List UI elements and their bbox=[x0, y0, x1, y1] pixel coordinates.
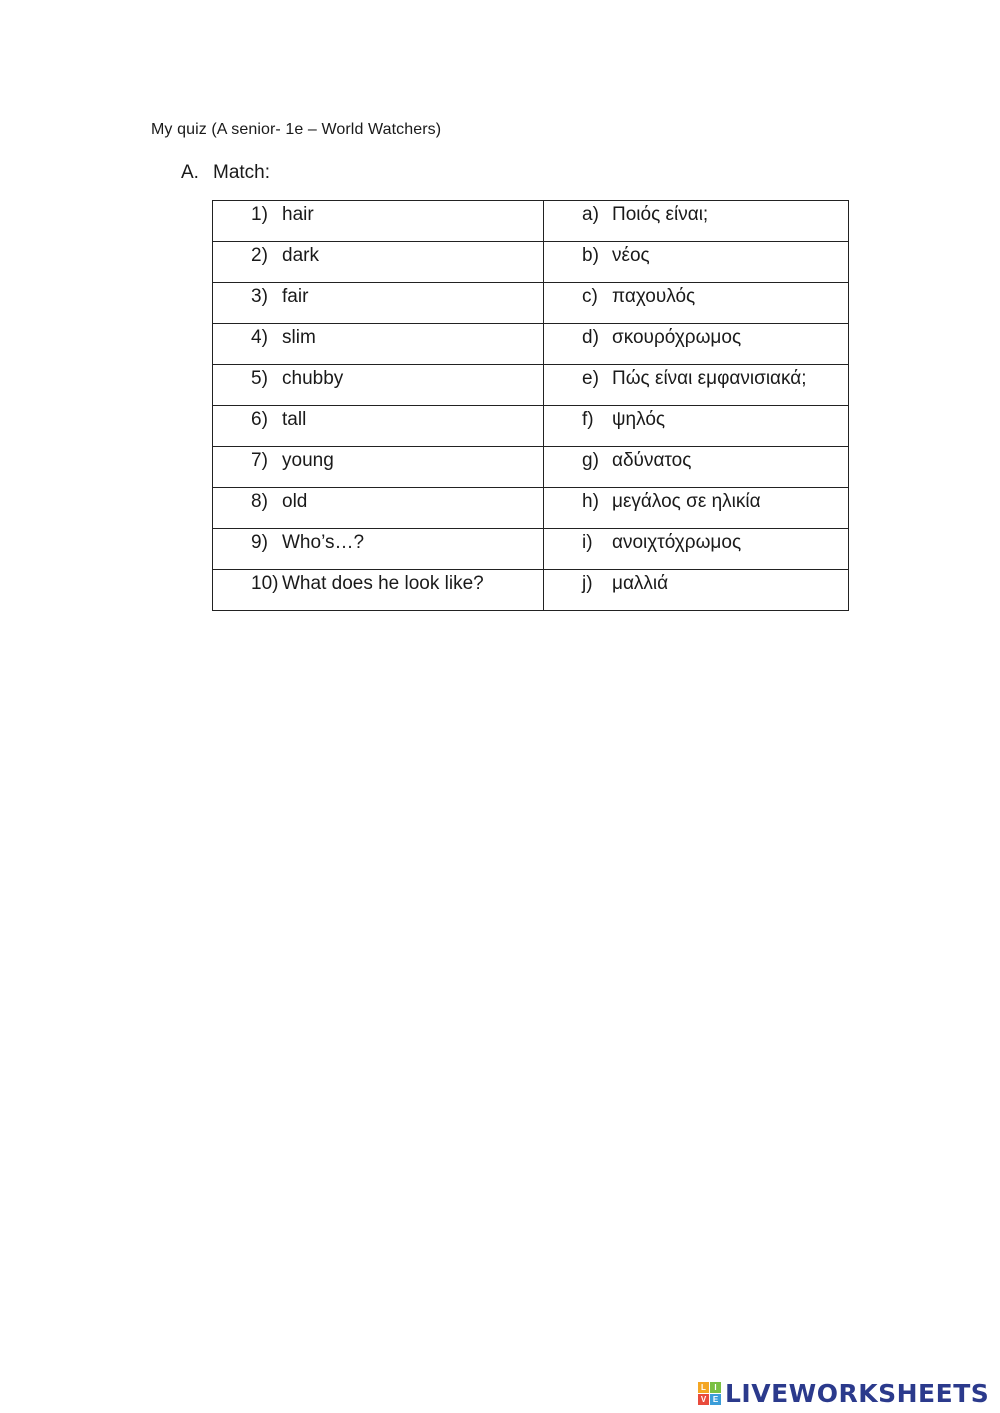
greek-term-cell bbox=[544, 324, 849, 365]
liveworksheets-wordmark: LIVEWORKSHEETS bbox=[725, 1378, 990, 1408]
greek-term: αδύνατος bbox=[612, 450, 692, 471]
section-heading bbox=[181, 162, 270, 184]
term-number: 7) bbox=[251, 450, 268, 471]
term-letter: f) bbox=[582, 409, 594, 430]
greek-term-cell bbox=[544, 201, 849, 242]
english-term: Who’s…? bbox=[282, 532, 365, 553]
term-number: 2) bbox=[251, 245, 268, 266]
greek-term-cell bbox=[544, 529, 849, 570]
term-letter: b) bbox=[582, 245, 599, 266]
term-number: 3) bbox=[251, 286, 268, 307]
term-letter: g) bbox=[582, 450, 599, 471]
english-term: tall bbox=[282, 409, 307, 430]
table-row bbox=[213, 242, 849, 283]
english-term-cell bbox=[213, 242, 544, 283]
greek-term: ψηλός bbox=[612, 409, 666, 430]
english-term: slim bbox=[282, 327, 316, 348]
english-term: old bbox=[282, 491, 308, 512]
greek-term: σκουρόχρωμος bbox=[612, 327, 742, 348]
table-row bbox=[213, 201, 849, 242]
greek-term: νέος bbox=[612, 245, 650, 266]
english-term-cell bbox=[213, 570, 544, 611]
logo-letter: E bbox=[710, 1394, 721, 1405]
term-number: 6) bbox=[251, 409, 268, 430]
english-term-cell bbox=[213, 488, 544, 529]
greek-term: Πώς είναι εμφανισιακά; bbox=[612, 368, 807, 389]
greek-term: ανοιχτόχρωμος bbox=[612, 532, 742, 553]
greek-term: μαλλιά bbox=[612, 573, 669, 594]
english-term-cell bbox=[213, 201, 544, 242]
term-letter: c) bbox=[582, 286, 598, 307]
table-row bbox=[213, 324, 849, 365]
greek-term: παχουλός bbox=[612, 286, 696, 307]
table-row bbox=[213, 529, 849, 570]
greek-term: Ποιός είναι; bbox=[612, 204, 709, 225]
english-term-cell bbox=[213, 447, 544, 488]
term-letter: e) bbox=[582, 368, 599, 389]
english-term-cell bbox=[213, 324, 544, 365]
term-letter: d) bbox=[582, 327, 599, 348]
logo-letter: L bbox=[698, 1382, 709, 1393]
english-term: young bbox=[282, 450, 334, 471]
table-row bbox=[213, 488, 849, 529]
greek-term-cell bbox=[544, 570, 849, 611]
term-letter: h) bbox=[582, 491, 599, 512]
logo-letter: V bbox=[698, 1394, 709, 1405]
english-term: chubby bbox=[282, 368, 344, 389]
quiz-title: My quiz (A senior- 1e – World Watchers) bbox=[151, 121, 442, 138]
matching-table bbox=[212, 200, 849, 611]
greek-term-cell bbox=[544, 447, 849, 488]
table-row bbox=[213, 283, 849, 324]
term-number: 5) bbox=[251, 368, 268, 389]
english-term-cell bbox=[213, 529, 544, 570]
greek-term: μεγάλος σε ηλικία bbox=[612, 491, 761, 512]
liveworksheets-logo bbox=[698, 1378, 989, 1408]
table-row bbox=[213, 365, 849, 406]
english-term: What does he look like? bbox=[282, 573, 484, 594]
logo-letter: I bbox=[710, 1382, 721, 1393]
term-number: 10) bbox=[251, 573, 279, 594]
english-term: fair bbox=[282, 286, 309, 307]
english-term-cell bbox=[213, 406, 544, 447]
term-number: 9) bbox=[251, 532, 268, 553]
term-number: 1) bbox=[251, 204, 268, 225]
term-letter: i) bbox=[582, 532, 593, 553]
table-row bbox=[213, 406, 849, 447]
english-term-cell bbox=[213, 283, 544, 324]
liveworksheets-logo-icon bbox=[698, 1382, 721, 1405]
greek-term-cell bbox=[544, 488, 849, 529]
english-term-cell bbox=[213, 365, 544, 406]
term-letter: a) bbox=[582, 204, 599, 225]
greek-term-cell bbox=[544, 283, 849, 324]
term-number: 8) bbox=[251, 491, 268, 512]
term-letter: j) bbox=[582, 573, 593, 594]
term-number: 4) bbox=[251, 327, 268, 348]
table-row bbox=[213, 447, 849, 488]
english-term: hair bbox=[282, 204, 314, 225]
english-term: dark bbox=[282, 245, 319, 266]
greek-term-cell bbox=[544, 242, 849, 283]
table-row bbox=[213, 570, 849, 611]
greek-term-cell bbox=[544, 365, 849, 406]
greek-term-cell bbox=[544, 406, 849, 447]
section-instruction: Match: bbox=[213, 162, 271, 183]
section-label: A. bbox=[181, 162, 199, 183]
